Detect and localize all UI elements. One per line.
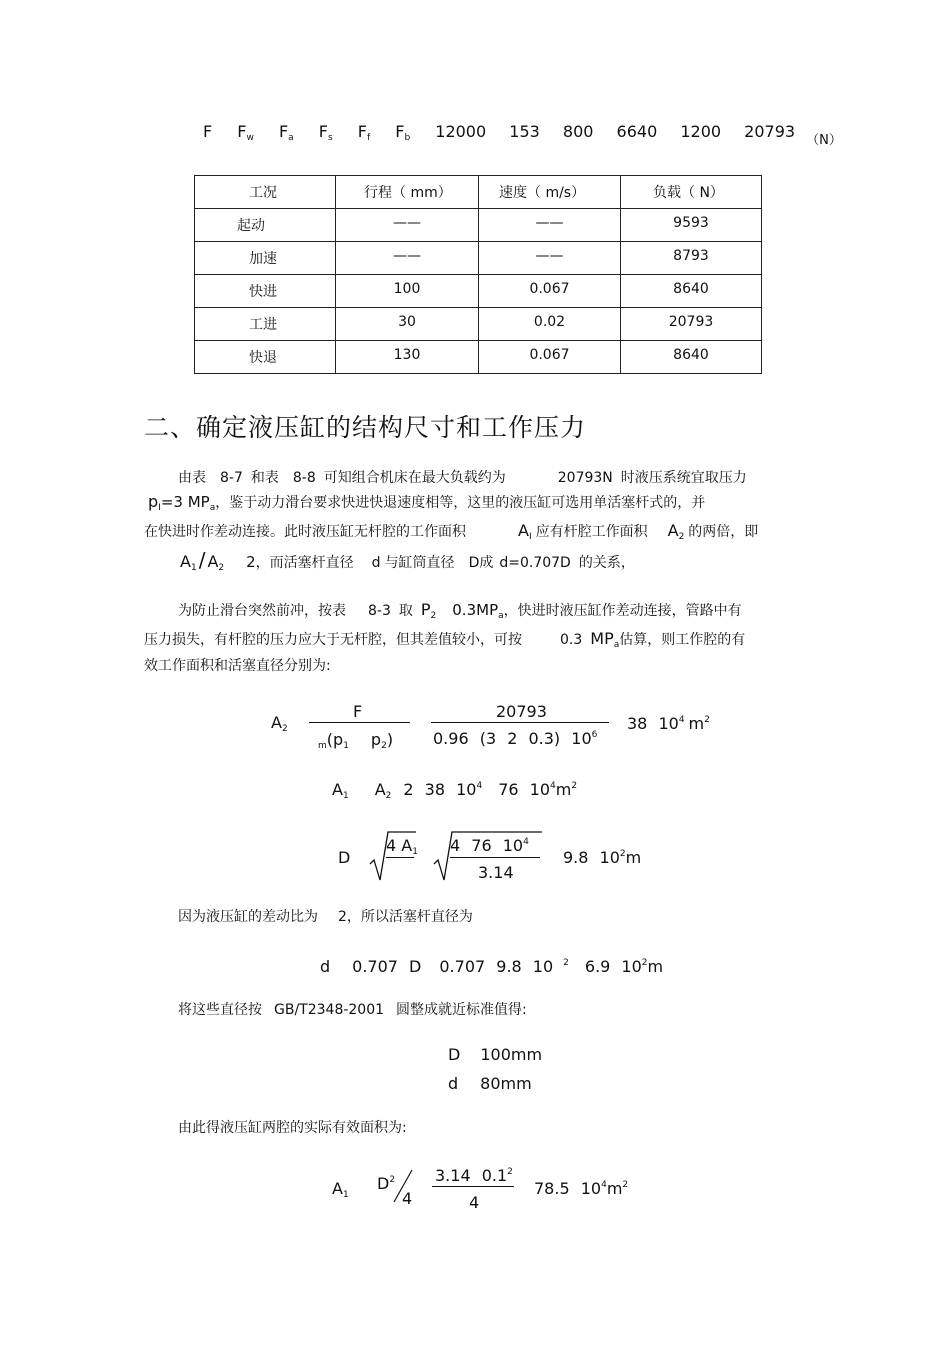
table-cell: —— bbox=[479, 209, 621, 242]
force-line bbox=[203, 122, 842, 148]
table-row bbox=[195, 341, 762, 374]
eq4: d 0.707 D 0.707 9.8 10 $^2$ 6.9 $10^2m$ bbox=[320, 957, 664, 976]
table-cell: 8793 bbox=[621, 242, 762, 275]
para4: 将这些直径按 GB/T2348-2001 圆整成就近标准值得: bbox=[178, 1002, 527, 1018]
table-row bbox=[195, 242, 762, 275]
force-F: F bbox=[203, 122, 213, 141]
std-d: d 80mm bbox=[448, 1074, 532, 1093]
para5: 由此得液压缸两腔的实际有效面积为: bbox=[178, 1120, 407, 1136]
table-header-cell: 负载（ N） bbox=[621, 176, 762, 209]
para2-line2: 压力损失，有杆腔的压力应大于无杆腔，但其差值较小，可按 0.3 $MP_a$估算，则工作腔的有 bbox=[144, 629, 746, 650]
force-Ff: $F_f$ bbox=[357, 122, 371, 143]
force-value: 6640 bbox=[616, 122, 658, 141]
table-cell: 0.067 bbox=[479, 275, 621, 308]
eq5-fraction-bar bbox=[432, 1186, 514, 1187]
table-cell: 快退 bbox=[195, 341, 336, 374]
force-unit: （N） bbox=[806, 133, 842, 148]
table-cell: 8640 bbox=[621, 275, 762, 308]
table-header-row bbox=[195, 176, 762, 209]
table-cell: 20793 bbox=[621, 308, 762, 341]
eq1-den2: 0.96 (3 2 0.3) $10^6$ bbox=[433, 729, 598, 748]
eq3-result: 9.8 $10^2m$ bbox=[563, 848, 642, 867]
table-cell: 130 bbox=[336, 341, 479, 374]
force-value: 12000 bbox=[435, 122, 487, 141]
table-cell: 加速 bbox=[195, 242, 336, 275]
eq2: $A_1$ $A_2$ 2 38 $10^4$ 76 $10^4m^2$ bbox=[332, 780, 578, 801]
table-header-cell: 工况 bbox=[195, 176, 336, 209]
force-value: 20793 bbox=[744, 122, 796, 141]
eq1-lhs: $A_2$ bbox=[271, 713, 288, 734]
force-value: 153 bbox=[509, 122, 540, 141]
eq1-num2: 20793 bbox=[496, 702, 547, 721]
table-cell: —— bbox=[336, 209, 479, 242]
para2-line3: 效工作面积和活塞直径分别为: bbox=[144, 658, 331, 674]
table-header-cell: 速度（ m/s） bbox=[479, 176, 621, 209]
table-cell: 30 bbox=[336, 308, 479, 341]
force-Fa: $F_a$ bbox=[278, 122, 294, 143]
table-cell: 8640 bbox=[621, 341, 762, 374]
eq3-fraction-bar-1 bbox=[386, 857, 414, 858]
table-row bbox=[195, 308, 762, 341]
table-header-cell: 行程（ mm） bbox=[336, 176, 479, 209]
para1-line3: 在快进时作差动连接。此时液压缸无杆腔的工作面积 $A_I$ 应有杆腔工作面积 $A_2$ 的两倍，即 bbox=[144, 521, 759, 542]
force-value: 1200 bbox=[680, 122, 722, 141]
table-row bbox=[195, 275, 762, 308]
table-cell: 起动 bbox=[195, 209, 336, 242]
table-cell: 快进 bbox=[195, 275, 336, 308]
eq3-root2-den: 3.14 bbox=[478, 863, 514, 882]
force-Fs: $F_s$ bbox=[318, 122, 333, 143]
table-cell: 9593 bbox=[621, 209, 762, 242]
para3: 因为液压缸的差动比为 2，所以活塞杆直径为 bbox=[178, 909, 473, 925]
para1-line2: $p_I=3$ $MP_a$，鉴于动力滑台要求快进快退速度相等，这里的液压缸可选用单活塞杆式的，并 bbox=[148, 492, 706, 513]
force-Fw: $F_w$ bbox=[237, 122, 254, 143]
section-title: 二、确定液压缸的结构尺寸和工作压力 bbox=[144, 413, 587, 442]
eq3-lhs: D bbox=[338, 848, 351, 867]
eq1-num1: F bbox=[353, 702, 363, 721]
table-cell: 100 bbox=[336, 275, 479, 308]
force-Fb: $F_b$ bbox=[395, 122, 411, 143]
para1-line1: 由表 8-7 和表 8-8 可知组合机床在最大负载约为 20793N 时液压系统宜取压力 bbox=[178, 470, 747, 486]
load-table bbox=[194, 175, 762, 374]
eq5-num: 3.14 $0.1^2$ bbox=[435, 1166, 513, 1185]
table-cell: —— bbox=[336, 242, 479, 275]
eq3-fraction-bar-2 bbox=[450, 857, 540, 858]
eq1-fraction-bar-1 bbox=[309, 722, 410, 723]
eq5-den: 4 bbox=[469, 1193, 480, 1212]
para2-line1: 为防止滑台突然前冲，按表 8-3 取 $P_2$ $0.3MP_a$，快进时液压缸作差动连接，管路中有 bbox=[178, 600, 742, 621]
eq5-four: 4 bbox=[402, 1189, 413, 1208]
eq1-fraction-bar-2 bbox=[431, 722, 609, 723]
para1-line4: $A_1 / A_2$ 2，而活塞杆直径 d 与缸筒直径 D成 d=0.707D 的关系， bbox=[180, 548, 635, 573]
eq1-result: 38 $10^4$ $m^2$ bbox=[627, 714, 710, 733]
eq1-den1: $_m(p_1$ $p_2$) bbox=[318, 730, 394, 751]
table-cell: 工进 bbox=[195, 308, 336, 341]
eq3-root2-num: 4 76 $10^4$ bbox=[450, 836, 529, 855]
table-cell: 0.02 bbox=[479, 308, 621, 341]
eq3-root1: 4 $A_1$ bbox=[386, 836, 418, 857]
eq5-lhs: $A_1$ bbox=[332, 1179, 349, 1200]
table-cell: 0.067 bbox=[479, 341, 621, 374]
eq5-d2: $D^2$ bbox=[377, 1174, 396, 1193]
force-value: 800 bbox=[562, 122, 594, 141]
eq5-result: 78.5 $10^4m^2$ bbox=[534, 1179, 629, 1198]
std-D: D 100mm bbox=[448, 1045, 543, 1064]
table-row bbox=[195, 209, 762, 242]
table-cell: —— bbox=[479, 242, 621, 275]
